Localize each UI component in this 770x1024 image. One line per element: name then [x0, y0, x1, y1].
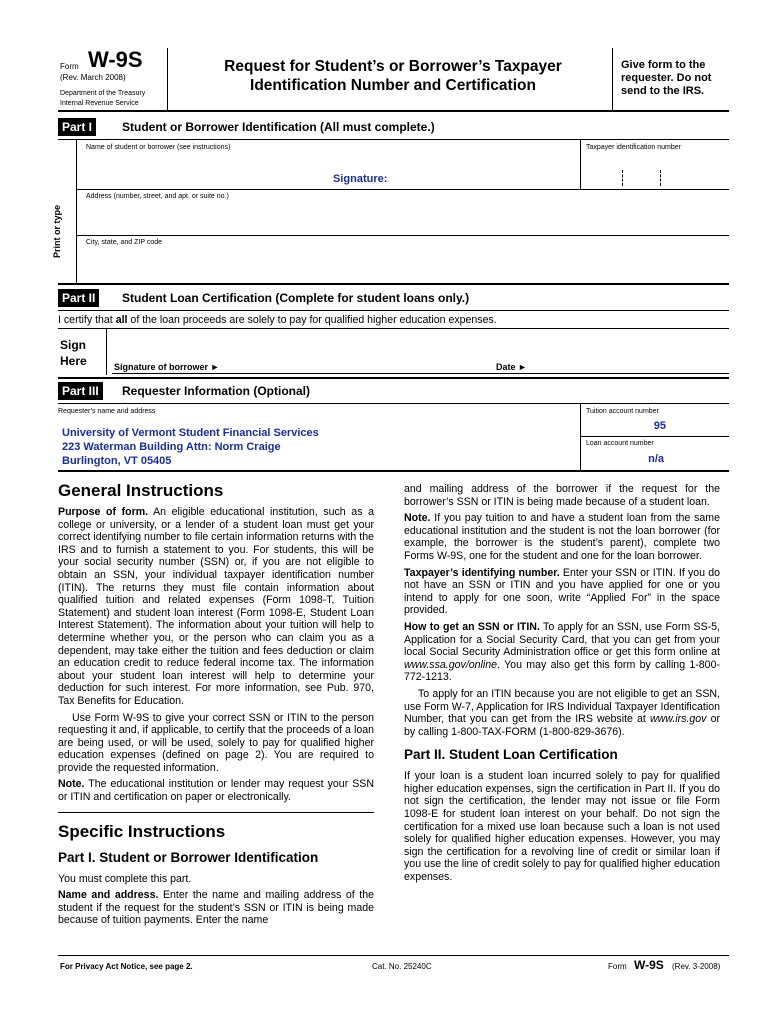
ssa-link[interactable]: www.ssa.gov/online	[404, 658, 498, 671]
borrower-signature-field[interactable]	[250, 350, 480, 372]
tin-label: Taxpayer identification number	[586, 144, 681, 151]
certify-prefix: I certify that	[58, 314, 116, 326]
department-line1: Department of the Treasury	[60, 90, 146, 97]
purpose-text: An eligible educational institution, such as a college or university, or a lender of a student loan must get your correct identifying number to file certain information returns with the IRS and to furnish a statement to you. For students, this will be your social security number (SSN) or, if you are not eligible to obtain an SSN, your individual taxpayer identification number (ITIN). The returns they must file contain information about qualified tuition and related expenses (Form 1098-T, Tuition Statement) and student loan interest (Form 1098-E, Student Loan Interest Statement). The information about your tuition will help to determine whether you, or the person who can claim you as a dependent, may take either the tuition and fees deduction or claim an education credit to reduce federal income tax. The information about your student loan interest will help to determine your deduction for such interest. For more information, see Pub. 970, Tax Benefits for Education.	[58, 506, 374, 707]
name-address-paragraph	[58, 889, 374, 927]
part1-top-rule	[58, 139, 729, 140]
privacy-notice: For Privacy Act Notice, see page 2.	[60, 962, 193, 971]
certify-suffix: of the loan proceeds are solely to pay for qualified higher education expenses.	[127, 314, 497, 326]
part2-top-rule	[58, 310, 729, 311]
catalog-number: Cat. No. 25240C	[372, 962, 432, 971]
tuition-account-value: 95	[653, 420, 666, 432]
loan-account-label: Loan account number	[586, 440, 654, 447]
address-label: Address (number, street, and apt. or suite no.)	[86, 193, 229, 200]
right-note-bold: Note.	[404, 512, 431, 525]
certify-rule	[58, 328, 729, 329]
header-divider-right	[612, 48, 613, 110]
right-instructions-column	[404, 483, 720, 888]
note-paragraph	[58, 778, 374, 803]
certify-bold: all	[115, 314, 128, 326]
revision: (Rev. March 2008)	[60, 73, 126, 82]
certification-statement	[58, 314, 497, 326]
tuition-account-label: Tuition account number	[586, 408, 659, 415]
part2-instructions-heading: Part II. Student Loan Certification	[404, 747, 618, 763]
footer-form-word: Form	[608, 962, 627, 971]
specific-instructions-heading: Specific Instructions	[58, 821, 226, 841]
city-state-zip-label: City, state, and ZIP code	[86, 239, 163, 246]
name-address-text: Enter the name and mailing address of the student if the request for the student’s SSN or ITIN is being made because of tuition payments. Enter the name	[58, 889, 374, 927]
must-complete-paragraph: You must complete this part.	[58, 872, 192, 885]
form-title	[168, 57, 618, 95]
part3-label: Part III	[58, 382, 103, 400]
part1-label: Part I	[58, 118, 96, 136]
part1-instructions-heading: Part I. Student or Borrower Identification	[58, 849, 319, 865]
signature-field-text: Signature:	[333, 173, 388, 185]
form-number: W-9S	[88, 47, 143, 72]
use-form-paragraph: Use Form W-9S to give your correct SSN or ITIN to the person requesting it and, if applicable, to certify that the proceeds of a loan are being used, or will be used, solely to pay for qualified higher education expenses (defined on page 2). You are required to provide the requested information.	[58, 711, 374, 774]
part2-label: Part II	[58, 289, 99, 307]
right-note-text: If you pay tuition to and have a student loan from the same educational institution and the student is not the loan borrower (for example, the borrower is the student’s parent), complete two Forms W-9S, one for the student and one for the loan borrower.	[404, 512, 720, 562]
address-input[interactable]	[86, 204, 726, 234]
itin-text2: or by calling 1-800-TAX-FORM (1-800-829-3676).	[404, 713, 720, 738]
account-divider	[580, 404, 581, 470]
part1-left-border	[76, 140, 77, 284]
part2-bottom-rule	[58, 377, 729, 379]
address-row-rule	[76, 235, 729, 236]
purpose-bold: Purpose of form.	[58, 506, 149, 518]
sign-here-label	[60, 337, 87, 369]
part2-instructions-paragraph: If your loan is a student loan incurred solely to pay for qualified higher education expenses, sign the certification in Part II. If you do not sign the certification, the lender may not issue or file Form 1098-E for student loan interest on your behalf. Do not sign the certification for a mixed use loan because such a loan is not used solely for qualified higher education expenses. However, you may sign the certification for a revolving line of credit or similar loan if you use the line of credit solely to pay for qualified higher education expenses.	[404, 770, 720, 884]
how-text1: To apply for an SSN, use Form SS-5, Application for a Social Security Card, that you can get from your local Social Security Administration office or get this form online at	[404, 620, 720, 659]
city-state-zip-input[interactable]	[86, 250, 726, 280]
footer-form-number: W-9S	[634, 958, 664, 972]
itin-paragraph	[404, 688, 720, 738]
left-instructions-column	[58, 480, 374, 931]
loan-account-value: n/a	[648, 453, 664, 465]
student-name-label: Name of student or borrower (see instructions)	[86, 144, 231, 151]
specific-instructions-rule	[58, 812, 374, 813]
date-label: Date ►	[496, 362, 527, 372]
tin-bold: Taxpayer’s identifying number.	[404, 566, 560, 579]
footer-rule	[58, 955, 729, 956]
purpose-paragraph	[58, 506, 374, 708]
part3-bottom-rule	[58, 470, 729, 472]
student-name-input[interactable]	[86, 157, 576, 189]
tin-divider	[580, 140, 581, 190]
part1-bottom-rule	[58, 283, 729, 285]
sign-text: Sign	[60, 338, 86, 352]
give-form-line2: requester. Do not	[621, 72, 712, 84]
header-bottom-rule	[58, 110, 729, 112]
part3-title: Requester Information (Optional)	[122, 384, 311, 398]
tin-paragraph	[404, 567, 720, 617]
signature-line	[112, 373, 729, 374]
footer-revision: (Rev. 3-2008)	[672, 962, 721, 971]
tin-text: Enter your SSN or ITIN. If you do not have an SSN or ITIN and you have applied for one or you intend to apply for one soon, write “Applied For” in the space provided.	[404, 566, 720, 617]
requester-address	[62, 426, 319, 468]
right-note-paragraph	[404, 512, 720, 562]
signature-of-borrower-label: Signature of borrower ►	[114, 362, 220, 372]
tin-input[interactable]	[586, 157, 726, 189]
name-address-bold: Name and address.	[58, 889, 159, 902]
requester-name-label: Requester’s name and address	[58, 408, 156, 415]
print-or-type-label: Print or type	[52, 204, 62, 258]
requester-line3: Burlington, VT 05405	[62, 455, 172, 467]
date-field[interactable]	[536, 350, 726, 372]
account-row-rule	[580, 436, 729, 437]
how-bold: How to get an SSN or ITIN.	[404, 620, 540, 633]
note-bold: Note.	[58, 778, 85, 791]
form-title-line1: Request for Student’s or Borrower’s Taxpayer	[224, 58, 562, 75]
form-title-line2: Identification Number and Certification	[250, 77, 536, 94]
itin-text1: To apply for an ITIN because you are not eligible to get an SSN, use Form W-7, Application for IRS Individual Taxpayer Identification Number, that you can get from the IRS website at	[404, 687, 720, 726]
requester-line2: 223 Waterman Building Attn: Norm Craige	[62, 441, 281, 453]
give-form-line1: Give form to the	[621, 59, 706, 71]
part1-title: Student or Borrower Identification (All must complete.)	[122, 120, 435, 134]
department-line2: Internal Revenue Service	[60, 100, 139, 107]
give-form-note	[621, 59, 711, 98]
give-form-line3: send to the IRS.	[621, 85, 705, 97]
continued-paragraph: and mailing address of the borrower if the request for the borrower’s SSN or ITIN is being made because of a student loan.	[404, 483, 720, 508]
general-instructions-heading: General Instructions	[58, 481, 224, 500]
note-text: The educational institution or lender may request your SSN or ITIN and certification on paper or electronically.	[58, 778, 374, 804]
part3-top-rule	[58, 403, 729, 404]
sign-here-divider	[106, 329, 107, 375]
part2-title: Student Loan Certification (Complete for student loans only.)	[122, 291, 470, 305]
form-word: Form	[60, 62, 79, 71]
how-text2: . You may also get this form by calling 1-800-772-1213.	[404, 658, 720, 684]
irs-link[interactable]: www.irs.gov	[649, 713, 707, 726]
how-to-get-paragraph	[404, 621, 720, 684]
here-text: Here	[60, 354, 87, 368]
requester-line1: University of Vermont Student Financial Services	[62, 427, 319, 439]
name-row-rule	[76, 189, 729, 190]
